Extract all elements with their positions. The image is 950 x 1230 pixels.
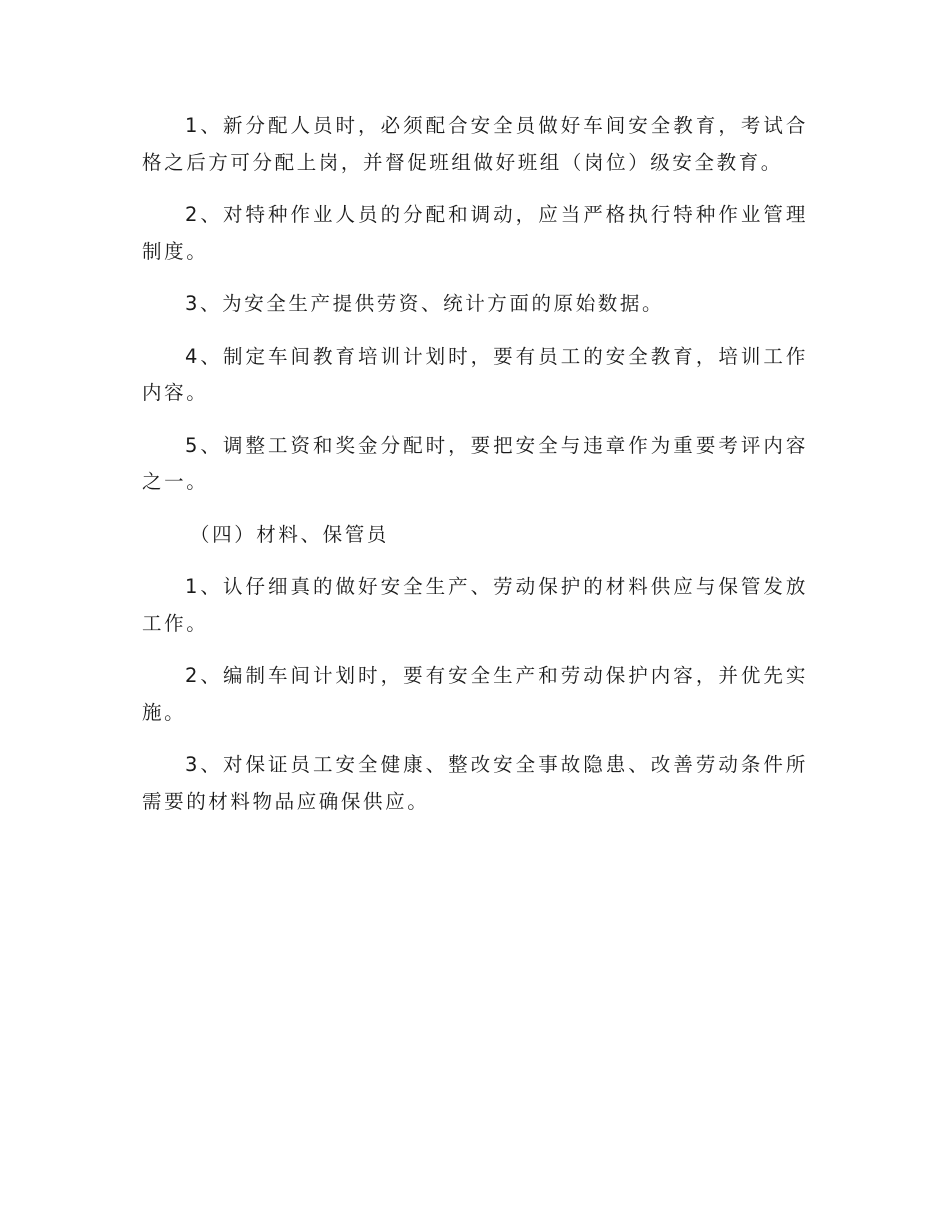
paragraph-item-4: 4、制定车间教育培训计划时，要有员工的安全教育，培训工作内容。 <box>142 344 808 404</box>
paragraph-item-7: 2、编制车间计划时，要有安全生产和劳动保护内容，并优先实施。 <box>142 664 808 724</box>
paragraph-item-8: 3、对保证员工安全健康、整改安全事故隐患、改善劳动条件所需要的材料物品应确保供应。 <box>142 753 808 813</box>
document-body <box>142 108 808 820</box>
paragraph-item-6: 1、认仔细真的做好安全生产、劳动保护的材料供应与保管发放工作。 <box>142 575 808 635</box>
paragraph-item-3: 3、为安全生产提供劳资、统计方面的原始数据。 <box>185 292 665 315</box>
paragraph-item-5: 5、调整工资和奖金分配时，要把安全与违章作为重要考评内容之一。 <box>142 433 808 493</box>
paragraph-item-1: 1、新分配人员时，必须配合安全员做好车间安全教育，考试合格之后方可分配上岗，并督促班组做好班组（岗位）级安全教育。 <box>142 114 808 174</box>
paragraph-item-2: 2、对特种作业人员的分配和调动，应当严格执行特种作业管理制度。 <box>142 203 808 263</box>
section-heading: （四）材料、保管员 <box>190 522 389 546</box>
